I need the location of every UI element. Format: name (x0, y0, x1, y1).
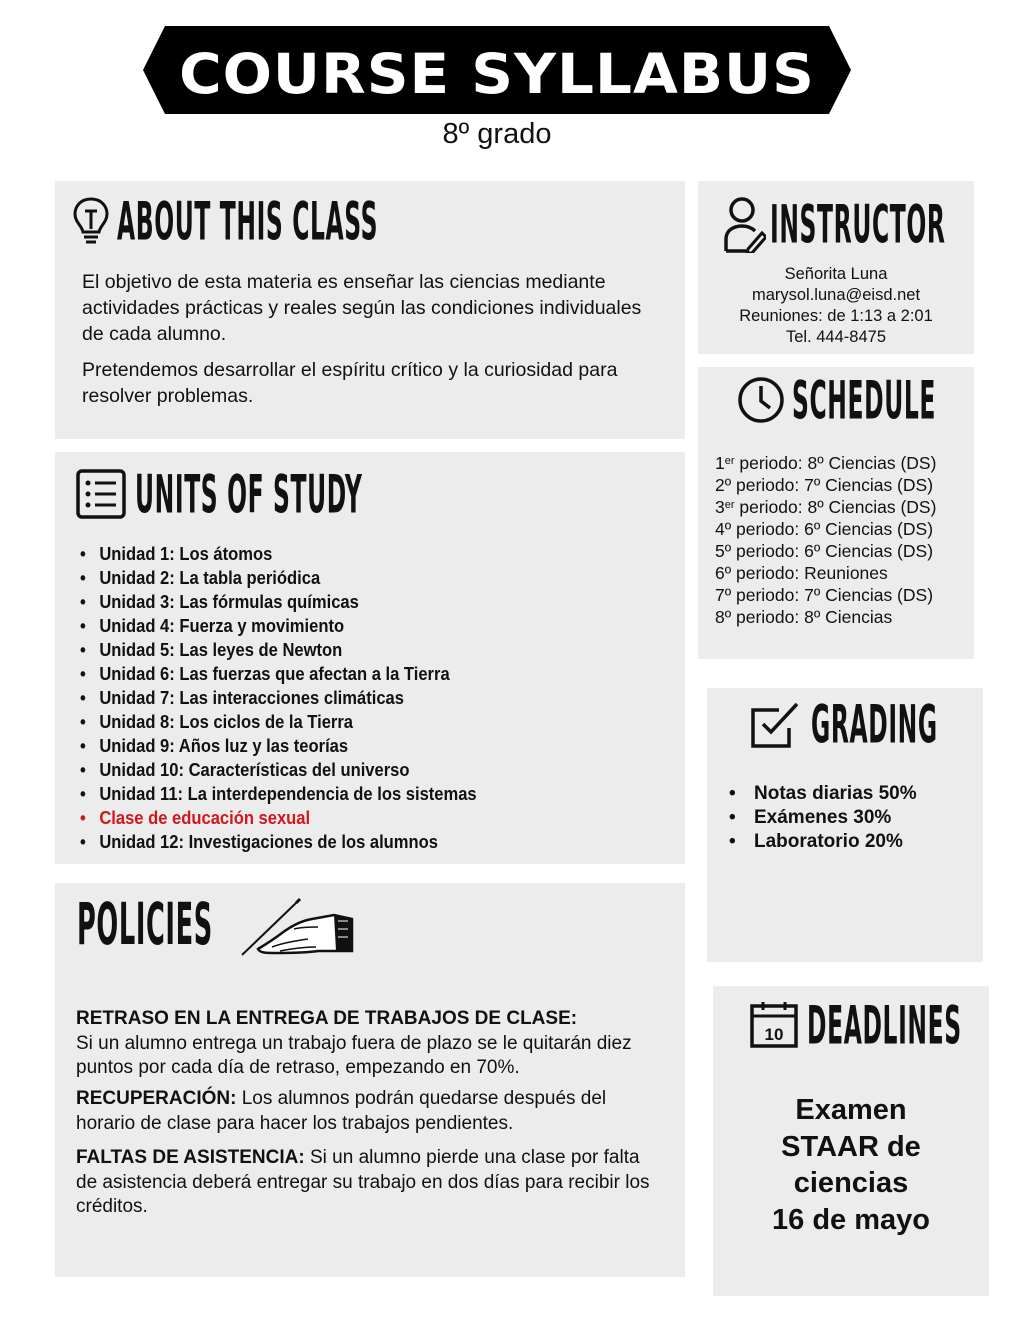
clock-icon (736, 375, 786, 425)
grading-panel (707, 688, 983, 962)
schedule-row-ordinal: er (724, 455, 735, 467)
deadlines-panel (713, 986, 989, 1296)
policy-late-work-label: RETRASO EN LA ENTREGA DE TRABAJOS DE CLASE: (76, 1008, 578, 1029)
unit-item: • Unidad 4: Fuerza y movimiento (80, 614, 477, 638)
schedule-panel (698, 367, 974, 659)
instructor-phone: Tel. 444-8475 (786, 328, 886, 346)
policy-recovery-label: RECUPERACIÓN: (76, 1088, 237, 1109)
about-heading-text: ABOUT THIS CLASS (117, 190, 379, 252)
units-heading-text: UNITS OF STUDY (135, 463, 363, 525)
grading-list (729, 782, 917, 854)
schedule-row-number: 2º (715, 475, 732, 495)
schedule-row (715, 584, 936, 606)
schedule-row-number: 3 (715, 497, 725, 517)
exam-deadline (713, 1092, 989, 1238)
policy-absences-label: FALTAS DE ASISTENCIA: (76, 1147, 305, 1168)
instructor-info (698, 264, 974, 348)
policy-recovery (76, 1087, 661, 1136)
exam-line: STAAR de (781, 1130, 921, 1163)
policy-late-work (76, 1007, 661, 1081)
schedule-row (715, 474, 936, 496)
about-paragraph-2: Pretendemos desarrollar el espíritu crítico y la curiosidad para resolver problemas. (82, 359, 618, 407)
policy-recovery-text: Los alumnos podrán quedarse después del horario de clase para hacer los trabajos pendientes. (76, 1088, 607, 1134)
grading-item: • Exámenes 30% (729, 806, 917, 830)
schedule-row-text: periodo: Reuniones (731, 563, 888, 583)
grading-heading (749, 693, 1015, 755)
about-paragraph-1: El objetivo de esta materia es enseñar las ciencias mediante actividades prácticas y reales según las condiciones individuales de cada alumno. (82, 271, 642, 345)
schedule-row-text: periodo: 6º Ciencias (DS) (731, 519, 934, 539)
schedule-row-number: 7º (715, 585, 732, 605)
schedule-row-ordinal: er (724, 499, 735, 511)
unit-item-highlighted: • Clase de educación sexual (80, 806, 477, 830)
grading-item: • Notas diarias 50% (729, 782, 917, 806)
schedule-row-text: periodo: 7º Ciencias (DS) (731, 585, 934, 605)
schedule-row-text: periodo: 6º Ciencias (DS) (731, 541, 934, 561)
about-heading (71, 190, 538, 252)
instructor-heading-text: INSTRUCTOR (770, 193, 946, 255)
units-list (80, 542, 511, 854)
schedule-row-text: periodo: 7º Ciencias (DS) (731, 475, 934, 495)
checkbox-icon (749, 698, 801, 750)
schedule-row-text: periodo: 8º Ciencias (DS) (734, 453, 937, 473)
unit-item: • Unidad 2: La tabla periódica (80, 566, 477, 590)
instructor-name: Señorita Luna (784, 265, 888, 283)
schedule-row-number: 1 (715, 453, 725, 473)
schedule-row (715, 518, 936, 540)
schedule-row-number: 4º (715, 519, 732, 539)
schedule-row (715, 562, 936, 584)
policies-heading-text: POLICIES (77, 890, 213, 958)
unit-item: • Unidad 3: Las fórmulas químicas (80, 590, 477, 614)
grading-heading-text: GRADING (811, 693, 938, 755)
exam-date: 16 de mayo (772, 1203, 930, 1236)
about-panel (55, 181, 685, 439)
calendar-day-number: 10 (764, 1025, 784, 1044)
instructor-heading (722, 195, 1024, 253)
units-heading (75, 463, 502, 525)
lightbulb-icon (71, 195, 111, 247)
exam-line: Examen (795, 1094, 907, 1126)
schedule-list (715, 452, 936, 628)
deadlines-heading-text: DEADLINES (807, 994, 962, 1056)
schedule-heading (736, 369, 1024, 431)
instructor-meetings: Reuniones: de 1:13 a 2:01 (739, 307, 933, 325)
person-icon (722, 195, 766, 253)
policies-panel (55, 883, 685, 1277)
list-icon (75, 468, 127, 520)
unit-item: • Unidad 7: Las interacciones climáticas (80, 686, 477, 710)
schedule-row-text: periodo: 8º Ciencias (DS) (734, 497, 937, 517)
policy-absences (76, 1146, 661, 1220)
unit-item: • Unidad 10: Características del universo (80, 758, 477, 782)
unit-item: • Unidad 9: Años luz y las teorías (80, 734, 477, 758)
grade-label: 8º grado (442, 118, 552, 150)
hand-writing-icon (238, 891, 356, 957)
calendar-icon (749, 1000, 799, 1050)
schedule-row-number: 8º (715, 607, 732, 627)
schedule-row (715, 606, 936, 628)
page-title: COURSE SYLLABUS (179, 41, 815, 107)
policies-heading (77, 891, 356, 957)
schedule-row-text: periodo: 8º Ciencias (731, 607, 893, 627)
units-panel (55, 452, 685, 864)
deadlines-heading (749, 994, 1024, 1056)
schedule-heading-text: SCHEDULE (792, 369, 937, 431)
unit-item: • Unidad 12: Investigaciones de los alumnos (80, 830, 477, 854)
schedule-row-number: 6º (715, 563, 732, 583)
instructor-email: marysol.luna@eisd.net (751, 286, 921, 304)
unit-item: • Unidad 6: Las fuerzas que afectan a la Tierra (80, 662, 477, 686)
unit-item: • Unidad 5: Las leyes de Newton (80, 638, 477, 662)
unit-item: • Unidad 11: La interdependencia de los sistemas (80, 782, 477, 806)
exam-line: ciencias (793, 1167, 909, 1199)
schedule-row (715, 540, 936, 562)
policy-absences-text: Si un alumno pierde una clase por falta de asistencia deberá entregar su trabajo en dos días para recibir los créditos. (76, 1147, 650, 1217)
schedule-row-number: 5º (715, 541, 732, 561)
unit-item: • Unidad 1: Los átomos (80, 542, 477, 566)
schedule-row (715, 496, 936, 518)
policy-late-work-text: Si un alumno entrega un trabajo fuera de plazo se le quitarán diez puntos por cada día de retraso, empezando en 70%. (76, 1032, 632, 1078)
unit-item: • Unidad 8: Los ciclos de la Tierra (80, 710, 477, 734)
title-banner (143, 26, 851, 114)
schedule-row (715, 452, 936, 474)
grading-item: • Laboratorio 20% (729, 830, 917, 854)
instructor-panel (698, 181, 974, 354)
